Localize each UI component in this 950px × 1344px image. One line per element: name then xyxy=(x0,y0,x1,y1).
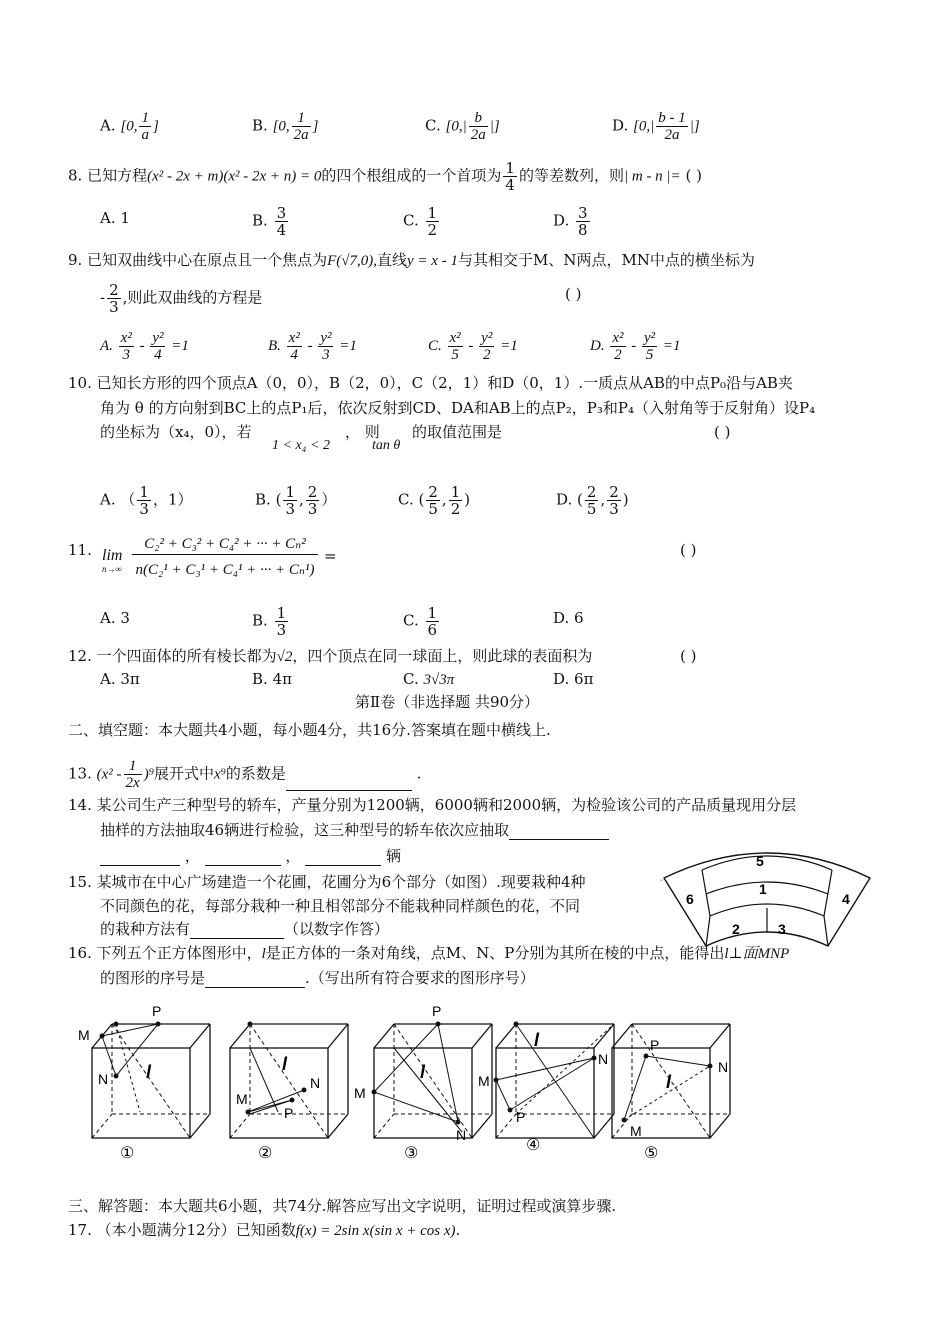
q11-lim: lim xyxy=(102,547,123,564)
q9-option-c: C. $\frac{\text{x²}}{5}$ - $\frac{\text{y²}}{2}$ =1 xyxy=(428,330,518,363)
q10-answer-paren: ( ) xyxy=(714,423,731,441)
q8-option-a: A. 1 xyxy=(100,209,130,227)
q7-option-c: C. [0,| $\frac{b}{2a}$ |] xyxy=(425,110,500,143)
q16-answer-blank[interactable] xyxy=(205,971,305,988)
svg-text:N: N xyxy=(598,1051,609,1067)
q12-answer-paren: ( ) xyxy=(680,647,697,665)
q8-option-d: D. $\frac{3}{8}$ xyxy=(553,204,588,239)
q11-number: 11. xyxy=(68,541,92,559)
q9-stem-line2: - $\frac{2}{3}$ ,则此双曲线的方程是 xyxy=(100,281,263,316)
svg-text:P: P xyxy=(432,1003,442,1019)
q10-condition: 1 < x₄ < 2 xyxy=(272,438,330,453)
q11-option-c: C. $\frac{1}{6}$ xyxy=(403,604,438,639)
q14-blank-3[interactable] xyxy=(205,849,281,866)
region-label-4: 4 xyxy=(842,891,850,907)
q15-line2: 不同颜色的花，每部分栽种一种且相邻部分不能栽种同样颜色的花，不同 xyxy=(100,897,581,915)
svg-text:M: M xyxy=(236,1091,248,1107)
svg-text:P: P xyxy=(516,1109,526,1125)
svg-text:N: N xyxy=(310,1075,321,1091)
q13-stem: 13. (x² - $\frac{1}{2x}$ )⁹展开式中x⁹的系数是 . xyxy=(68,758,422,791)
svg-text:l: l xyxy=(534,1030,540,1050)
q9-answer-paren: ( ) xyxy=(565,285,582,303)
q10-option-d: D. ( $\frac{2}{5}$ , $\frac{2}{3}$ ) xyxy=(556,483,629,518)
svg-text:P: P xyxy=(650,1037,660,1053)
region-label-3: 3 xyxy=(778,921,786,937)
q15-answer-blank[interactable] xyxy=(190,922,284,939)
q12-option-d: D. 6π xyxy=(553,670,594,688)
q11-equals: = xyxy=(324,547,337,565)
q9-option-a: A. $\frac{\text{x²}}{3}$ - $\frac{\text{y²}}{4}$ =1 xyxy=(100,330,189,363)
q10-option-c: C. ( $\frac{2}{5}$ , $\frac{1}{2}$ ) xyxy=(398,483,471,518)
q14-blank-4[interactable] xyxy=(305,849,381,866)
q9-stem-line1: 9. 已知双曲线中心在原点且一个焦点为F(√7,0),直线y = x - 1与其相交于M、N两点，MN中点的横坐标为 xyxy=(68,251,755,269)
q14-line3: ， ， 辆 xyxy=(100,846,401,866)
svg-text:l: l xyxy=(146,1062,152,1082)
flower-bed-figure xyxy=(660,842,874,948)
q10-option-b: B. ( $\frac{1}{3}$ , $\frac{2}{3}$ ） xyxy=(255,483,337,518)
q8-stem: 8. 已知方程(x² - 2x + m)(x² - 2x + n) = 0的四个根组成的一个首项为 $\frac{1}{4}$ 的等差数列，则| m - n |= ( ) xyxy=(68,159,702,194)
q10-line2: 角为 θ 的方向射到BC上的点P₁后，依次反射到CD、DA和AB上的点P₂，P₃和P₄（入射角等于反射角）设P₄ xyxy=(100,399,816,417)
q14-line1: 14. 某公司生产三种型号的轿车，产量分别为1200辆，6000辆和2000辆，为检验该公司的产品质量现用分层 xyxy=(68,796,797,814)
q11-option-b: B. $\frac{1}{3}$ xyxy=(252,604,287,639)
q9-option-b: B. $\frac{\text{x²}}{4}$ - $\frac{\text{y²}}{3}$ =1 xyxy=(268,330,357,363)
svg-text:M: M xyxy=(354,1085,366,1101)
svg-text:N: N xyxy=(718,1059,729,1075)
figure-label-4: ④ xyxy=(526,1137,541,1154)
cube-figure-3 xyxy=(354,1003,492,1162)
svg-text:l: l xyxy=(666,1072,672,1092)
region-label-1: 1 xyxy=(759,881,767,897)
q8-option-c: C. $\frac{1}{2}$ xyxy=(403,204,438,239)
q16-line1: 16. 下列五个正方体图形中，l是正方体的一条对角线，点M、N、P分别为其所在棱的中点，能得出l⊥面MNP xyxy=(68,944,790,962)
q7-option-a: A. [0, $\frac{1}{a}$ ] xyxy=(100,110,159,143)
q17-stem: 17. （本小题满分12分）已知函数f(x) = 2sin x(sin x + cos x). xyxy=(68,1221,461,1239)
q11-answer-paren: ( ) xyxy=(680,541,697,559)
q7-option-d: D. [0,| $\frac{b - 1}{2a}$ |] xyxy=(612,110,700,143)
cube-figure-2 xyxy=(230,1022,348,1163)
svg-text:P: P xyxy=(152,1003,162,1019)
q13-answer-blank[interactable] xyxy=(286,774,412,791)
figure-label-1: ① xyxy=(120,1145,135,1162)
svg-text:M: M xyxy=(478,1073,490,1089)
cube-figure-4 xyxy=(478,1022,614,1155)
q14-blank-2[interactable] xyxy=(100,849,180,866)
q9-option-d: D. $\frac{\text{x²}}{2}$ - $\frac{\text{y²}}{5}$ =1 xyxy=(590,330,681,363)
q12-option-c: C. 3√3π xyxy=(403,670,455,688)
q15-line3: 的栽种方法有 （以数字作答） xyxy=(100,920,390,938)
section3-heading: 三、解答题：本大题共6小题，共74分.解答应写出文字说明，证明过程或演算步骤. xyxy=(68,1197,617,1215)
q15-line1: 15. 某城市在中心广场建造一个花圃，花圃分为6个部分（如图）.现要栽种4种 xyxy=(68,873,586,891)
flower-bed-outline xyxy=(664,853,870,946)
q11-numerator: C₂² + C₃² + C₄² + ··· + Cₙ² xyxy=(132,534,318,555)
svg-text:P: P xyxy=(284,1105,294,1121)
q16-line2: 的图形的序号是 .（写出所有符合要求的图形序号） xyxy=(100,969,535,987)
q10-range: 的取值范围是 xyxy=(412,423,503,441)
svg-text:M: M xyxy=(630,1123,642,1139)
cube-figure-1 xyxy=(78,1003,210,1162)
q10-then: ， 则 xyxy=(345,423,380,441)
region-label-5: 5 xyxy=(756,853,764,869)
q11-denominator: n(C₂¹ + C₃¹ + C₄¹ + ··· + Cₙ¹) xyxy=(135,562,315,578)
cube-figures xyxy=(70,1000,750,1162)
q14-blank-1[interactable] xyxy=(509,823,609,840)
svg-text:M: M xyxy=(78,1027,90,1043)
flower-bed-arc-middle xyxy=(706,882,828,894)
svg-text:N: N xyxy=(456,1127,467,1143)
q11-lim-sub: n→∞ xyxy=(102,564,122,574)
q10-option-a: A. （ $\frac{1}{3}$ ，1） xyxy=(100,483,193,518)
svg-text:l: l xyxy=(282,1054,288,1074)
svg-text:l: l xyxy=(420,1062,426,1082)
figure-label-5: ⑤ xyxy=(644,1145,659,1162)
q10-line3: 的坐标为（x₄，0），若 xyxy=(100,423,252,441)
q12-option-a: A. 3π xyxy=(100,670,140,688)
q12-stem: 12. 一个四面体的所有棱长都为√2，四个顶点在同一球面上，则此球的表面积为 xyxy=(68,647,593,665)
figure-label-2: ② xyxy=(258,1145,273,1162)
cube-figure-5 xyxy=(612,1024,730,1162)
region-label-6: 6 xyxy=(686,891,694,907)
q12-option-b: B. 4π xyxy=(252,670,292,688)
q7-option-b: B. [0, $\frac{1}{2a}$ ] xyxy=(252,110,319,143)
q10-tan: tan θ xyxy=(372,438,401,453)
part2-title: 第Ⅱ卷（非选择题 共90分） xyxy=(355,693,540,711)
q11-option-a: A. 3 xyxy=(100,609,130,627)
q11-option-d: D. 6 xyxy=(553,609,584,627)
region-label-2: 2 xyxy=(732,921,740,937)
svg-text:N: N xyxy=(98,1071,109,1087)
q14-line2: 抽样的方法抽取46辆进行检验，这三种型号的轿车依次应抽取 xyxy=(100,820,609,840)
figure-label-3: ③ xyxy=(404,1145,419,1162)
section2-heading: 二、填空题：本大题共4小题，每小题4分，共16分.答案填在题中横线上. xyxy=(68,721,551,739)
q10-line1: 10. 已知长方形的四个顶点A（0，0），B（2，0），C（2，1）和D（0，1）.一质点从AB的中点P₀沿与AB夹 xyxy=(68,374,793,392)
q8-option-b: B. $\frac{3}{4}$ xyxy=(252,204,287,239)
